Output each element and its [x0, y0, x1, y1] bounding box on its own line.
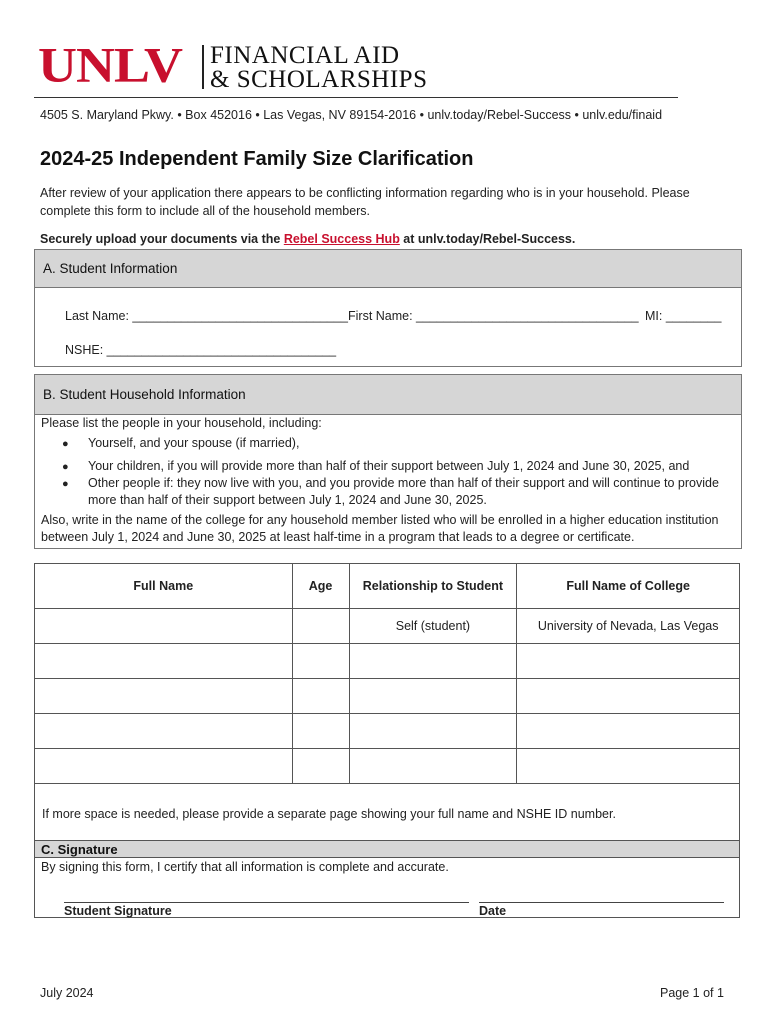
relationship-cell[interactable] — [349, 749, 517, 784]
more-space-note: If more space is needed, please provide a separate page showing your full name and NSHE ID number. — [35, 784, 740, 845]
intro-text: After review of your application there appears to be conflicting information regarding who is in your household. Please complete this form to include all of the household members. — [40, 186, 690, 218]
bullet-item: Yourself, and your spouse (if married), — [88, 436, 300, 450]
section-a-header — [35, 250, 741, 288]
relationship-cell[interactable] — [349, 679, 517, 714]
footer-date: July 2024 — [40, 986, 94, 1000]
section-c-header — [35, 841, 739, 858]
mi-field[interactable]: MI: ________ — [645, 309, 722, 323]
college-cell[interactable] — [517, 679, 740, 714]
age-cell[interactable] — [292, 714, 349, 749]
section-b-heading: B. Student Household Information — [43, 387, 246, 402]
last-name-field[interactable]: Last Name: _______________________________ — [65, 309, 348, 323]
age-cell[interactable] — [292, 644, 349, 679]
full-name-cell[interactable] — [35, 679, 293, 714]
upload-suffix: at unlv.today/Rebel-Success. — [399, 232, 576, 246]
section-b-header — [34, 374, 742, 415]
col-age: Age — [292, 564, 349, 609]
full-name-cell[interactable] — [35, 644, 293, 679]
age-cell[interactable] — [292, 749, 349, 784]
age-cell[interactable] — [292, 679, 349, 714]
table-row — [35, 609, 740, 644]
certify-text: By signing this form, I certify that all information is complete and accurate. — [41, 860, 449, 874]
nshe-field[interactable]: NSHE: _________________________________ — [65, 343, 337, 357]
section-a-student-information — [34, 249, 742, 367]
college-cell[interactable] — [517, 714, 740, 749]
section-c-signature — [34, 840, 740, 918]
college-cell[interactable]: University of Nevada, Las Vegas — [517, 609, 740, 644]
bullet-item: Your children, if you will provide more than half of their support between July 1, 2024 and June 30, 2025, and — [88, 459, 690, 473]
date-label: Date — [479, 904, 507, 918]
section-b-body — [34, 414, 742, 549]
upload-prefix: Securely upload your documents via the — [40, 232, 284, 246]
table-header-row — [35, 564, 740, 609]
rebel-success-hub-link[interactable]: Rebel Success Hub — [283, 232, 400, 246]
date-line[interactable] — [479, 902, 724, 903]
college-note: Also, write in the name of the college for any household member listed who will be enrolled in a higher education institution between July 1, 2024 and June 30, 2025 at least half-time in a program that leads to a degree or certificate. — [41, 513, 719, 544]
table-row — [35, 644, 740, 679]
household-table — [34, 563, 740, 845]
full-name-cell[interactable] — [35, 714, 293, 749]
col-full-name: Full Name — [35, 564, 293, 609]
logo-line-financial-aid: FINANCIAL AID — [210, 42, 400, 69]
college-cell[interactable] — [517, 644, 740, 679]
col-relationship: Relationship to Student — [349, 564, 517, 609]
table-row — [35, 714, 740, 749]
bullet-icon: ● — [62, 461, 69, 473]
page-number: Page 1 of 1 — [660, 986, 724, 1000]
relationship-cell[interactable] — [349, 644, 517, 679]
bullet-icon: ● — [62, 438, 69, 450]
header-rule — [34, 97, 678, 98]
logo-line-scholarships: & SCHOLARSHIPS — [210, 66, 428, 93]
bullet-icon: ● — [62, 478, 69, 490]
relationship-cell[interactable]: Self (student) — [349, 609, 517, 644]
office-address: 4505 S. Maryland Pkwy. • Box 452016 • Las Vegas, NV 89154-2016 • unlv.today/Rebel-Success • unlv.edu/finaid — [40, 108, 663, 122]
col-college: Full Name of College — [517, 564, 740, 609]
page-title: 2024-25 Independent Family Size Clarification — [40, 148, 474, 170]
unlv-logo: UNLV — [38, 37, 183, 93]
logo-divider — [202, 45, 204, 89]
table-note-row — [35, 784, 740, 845]
relationship-cell[interactable] — [349, 714, 517, 749]
upload-instructions — [40, 232, 575, 246]
household-lead: Please list the people in your household, including: — [41, 416, 322, 430]
full-name-cell[interactable] — [35, 609, 293, 644]
bullet-item: Other people if: they now live with you, and you provide more than half of their support and will continue to provide more than half of their support between July 1, 2024 and June 30, 2025. — [88, 476, 719, 507]
table-row — [35, 679, 740, 714]
section-a-heading: A. Student Information — [43, 261, 178, 276]
table-row — [35, 749, 740, 784]
full-name-cell[interactable] — [35, 749, 293, 784]
section-c-heading: C. Signature — [41, 842, 118, 857]
student-signature-label: Student Signature — [64, 904, 172, 918]
first-name-field[interactable]: First Name: ________________________________ — [348, 309, 639, 323]
age-cell[interactable] — [292, 609, 349, 644]
college-cell[interactable] — [517, 749, 740, 784]
